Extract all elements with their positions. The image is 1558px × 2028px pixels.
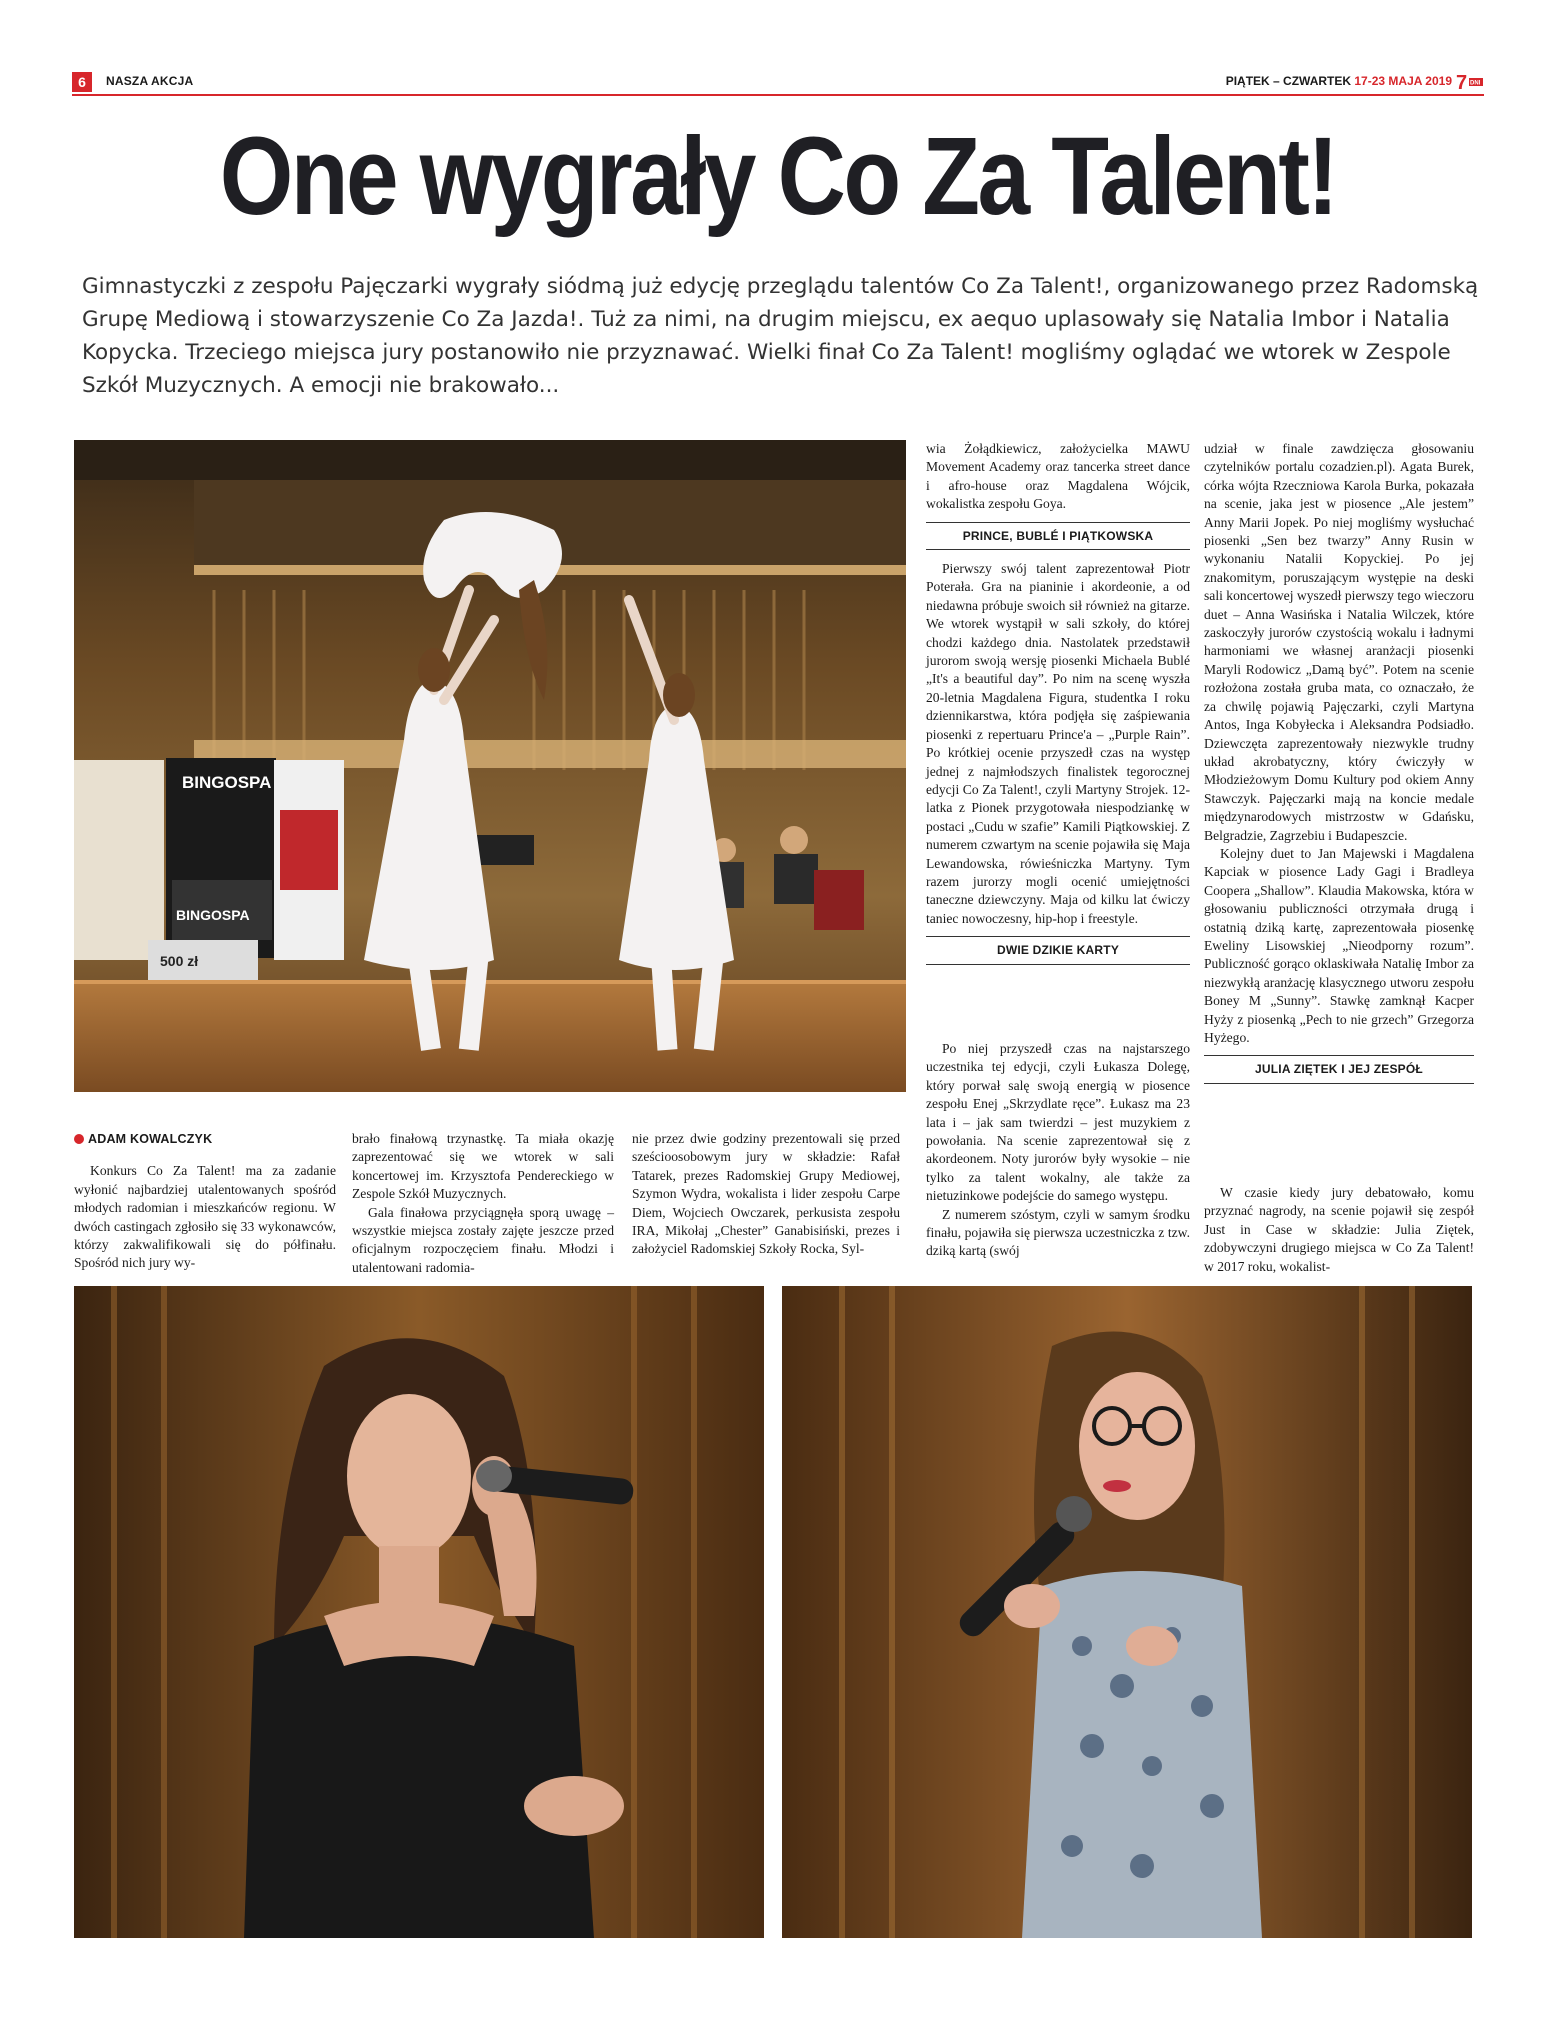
section-label: NASZA AKCJA xyxy=(106,74,194,88)
article-paragraph: Gala finałowa przyciągnęła sporą uwagę – wszystkie miejsca zostały zajęte jeszcze przed oficjalnym rozpoczęciem finału. Młodzi i utalentowani radomia- xyxy=(352,1204,614,1275)
article-column-upper-1 xyxy=(926,440,1190,975)
article-column-lower-4 xyxy=(926,1040,1190,1261)
svg-text:DNI: DNI xyxy=(1470,80,1481,87)
subheading-wild-cards: DWIE DZIKIE KARTY xyxy=(926,936,1190,964)
singer-with-microphone-photo xyxy=(74,1286,764,1938)
article-paragraph: brało finałową trzynastkę. Ta miała okazję zaprezentować się we wtorek w sali koncertowej im. Krzysztofa Pendereckiego w Zespole Szkół Muzycznych. xyxy=(352,1131,614,1202)
article-column-lower-5 xyxy=(1204,1184,1474,1276)
byline-dot-icon xyxy=(74,1134,84,1144)
subheading-julia-zietek: JULIA ZIĘTEK I JEJ ZESPÓŁ xyxy=(1204,1055,1474,1083)
article-lead: Gimnastyczki z zespołu Pajęczarki wygrały siódmą już edycję przeglądu talentów Co Za Talent!, organizowanego przez Radomską Grupę Mediową i stowarzyszenie Co Za Jazda!. Tuż za nimi, na drugim miejscu, ex aequo uplasowały się Natalia Imbor i Natalia Kopycka. Trzeciego miejsca jury postanowiło nie przyznawać. Wielki finał Co Za Talent! mogliśmy oglądać we wtorek w Zespole Szkół Muzycznych. A emocji nie brakowało... xyxy=(82,274,1479,398)
banner-prize: 500 zł xyxy=(160,953,199,969)
issue-days: PIĄTEK – CZWARTEK xyxy=(1225,74,1352,88)
subheading-prince-buble: PRINCE, BUBLÉ I PIĄTKOWSKA xyxy=(926,522,1190,550)
article-column-lower-2 xyxy=(352,1130,614,1277)
author-byline xyxy=(74,1130,336,1148)
article-paragraph: Kolejny duet to Jan Majewski i Magdalena Kapciak w piosence Lady Gagi i Bradleya Coopera „Shallow”. Klaudia Makowska, która w głosowaniu publiczności otrzymała drugą i ostatnią dziką kartę, zaprezentowała piosenkę Eweliny Lisowskiej „Nieodporny rozum”. Publiczność gorąco oklaskiwała Natalię Imbor za niezwykłą aranżację klasycznego utworu zespołu Boney M „Sunny”. Stawkę zamknął Kacper Hyży z piosenką „Pech to nie grzech” Grzegorza Hyżego. xyxy=(1204,845,1474,1045)
page-number: 6 xyxy=(72,72,92,92)
article-paragraph: Konkurs Co Za Talent! ma za zadanie wyłonić najbardziej utalentowanych spośród młodych radomian i mieszkańców regionu. W dwóch castingach zgłosiło się 33 wykonawców, którzy zakwalifikowali się do półfinału. Spośród nich jury wy- xyxy=(74,1163,336,1271)
article-paragraph: udział w finale zawdzięcza głosowaniu czytelników portalu cozadzien.pl). Agata Burek, córka wójta Rzeczniowa Karola Burka, pokazała na scenie, jaka jest w piosence „Ale jestem” Anny Marii Jopek. Po niej mogliśmy wysłuchać piosenki „Sen bez twarzy” Anny Rusin w wykonaniu Natalii Kopyckiej. Po jej znakomitym, poruszającym występie na deski sali koncertowej wyszedł pierwszy tego wieczoru duet – Anna Wasińska i Natalia Wilczek, które zaskoczyły jurorów czystością wokalu i ładnymi harmoniami we własnej aranżacji piosenki Maryli Rodowicz „Damą być”. Potem na scenie rozłożona została gruba mata, co oznaczało, że za chwilę pojawią Pajęczarki, czyli Martyna Antos, Inga Kobyłecka i Aleksandra Podsiadło. Dziewczęta zaprezentowały niezwykle trudny układ akrobatyczny, który ćwiczyły w Młodzieżowym Domu Kultury pod okiem Anny Stawczyk. Pajęczarki mają na koncie medale międzynarodowych mistrzostw w Gdańsku, Belgradzie, Zagrzebiu i Budapeszcie. xyxy=(1204,441,1474,843)
issue-date xyxy=(1226,74,1452,88)
article-paragraph: Po niej przyszedł czas na najstarszego uczestnika tej edycji, czyli Łukasza Dolegę, który porwał salę swoją energią w piosence zespołu Enej „Skrzydlate ręce”. Łukasz ma 23 lata i – jak sam twierdzi – jest muzykiem z powołania. Na scenie zaprezentował się z akordeonem. Noty jurorów były wysokie – nie tylko za talent wokalny, ale także za nietuzinkowe podejście do samego występu. xyxy=(926,1041,1190,1204)
article-column-lower-1 xyxy=(74,1130,336,1273)
article-paragraph: W czasie kiedy jury debatowało, komu przyznać nagrody, na scenie pojawił się zespół Just in Case w składzie: Julia Ziętek, zdobywczyni drugiego miejsca w Co Za Talent! w 2017 roku, wokalist- xyxy=(1204,1185,1474,1274)
article-paragraph: Pierwszy swój talent zaprezentował Piotr Poterała. Gra na pianinie i akordeonie, a od niedawna próbuje swoich sił również na gitarze. We wtorek wystąpił w sali szkoły, do której chodzi każdego dnia. Nastolatek przedstawił jurorom swoją wersję piosenki Michaela Bublé „It's a beautiful day”. Po nim na scenę wyszła 20-letnia Magdalena Figura, studentka I roku dziennikarstwa, która podjęła się zaśpiewania piosenki z repertuaru Prince'a – „Purple Rain”. Po krótkiej ocenie przyszedł czas na występ jednej z najmłodszych finalistek tegorocznej edycji Co Za Talent!, czyli Martyny Strojek. 12-latka z Pionek przygotowała niespodziankę w postaci „Cudu w szafie” Kamili Piątkowskiej. Z numerem czwartym na scenie pojawiła się Maja Lewandowska, rówieśniczka Martyny. Tym razem jurorzy mogli ocenić umiejętności taneczne dziewczyny. Maja od kilku lat ćwiczy taniec nowoczesny, hip-hop i freestyle. xyxy=(926,561,1190,926)
header-rule xyxy=(72,94,1484,96)
banner-text-2: BINGOSPA xyxy=(176,907,250,923)
page-headline: One wygrały Co Za Talent! xyxy=(219,115,1337,238)
banner-text-1: BINGOSPA xyxy=(182,773,272,792)
article-column-lower-3 xyxy=(632,1130,900,1259)
article-column-upper-2 xyxy=(1204,440,1474,1094)
issue-date-range: 17-23 MAJA 2019 xyxy=(1354,74,1452,88)
author-name: ADAM KOWALCZYK xyxy=(88,1132,213,1146)
7-dni-logo-icon xyxy=(1456,72,1484,92)
article-paragraph: Z numerem szóstym, czyli w samym środku finału, pojawiła się pierwsza uczestniczka z tzw. dziką kartą (swój xyxy=(926,1206,1190,1259)
article-paragraph: nie przez dwie godziny prezentowali się przed sześcioosobowym jury w składzie: Rafał Tatarek, prezes Radomskiej Grupy Mediowej, Szymon Wydra, wokalista i lider zespołu Carpe Diem, Wojciech Owczarek, perkusista zespołu IRA, Mikołaj „Chester” Ganabisiński, prezes i założyciel Radomskiej Szkoły Rocka, Syl- xyxy=(632,1131,900,1257)
svg-text:7: 7 xyxy=(1456,72,1468,92)
singer-with-glasses-photo xyxy=(782,1286,1472,1938)
page-header xyxy=(72,72,1484,94)
acrobatic-gymnasts-on-stage-photo xyxy=(74,440,906,1092)
article-paragraph: wia Żołądkiewicz, założycielka MAWU Movement Academy oraz tancerka street dance i afro-house oraz Magdalena Wójcik, wokalistka zespołu Goya. xyxy=(926,441,1190,512)
